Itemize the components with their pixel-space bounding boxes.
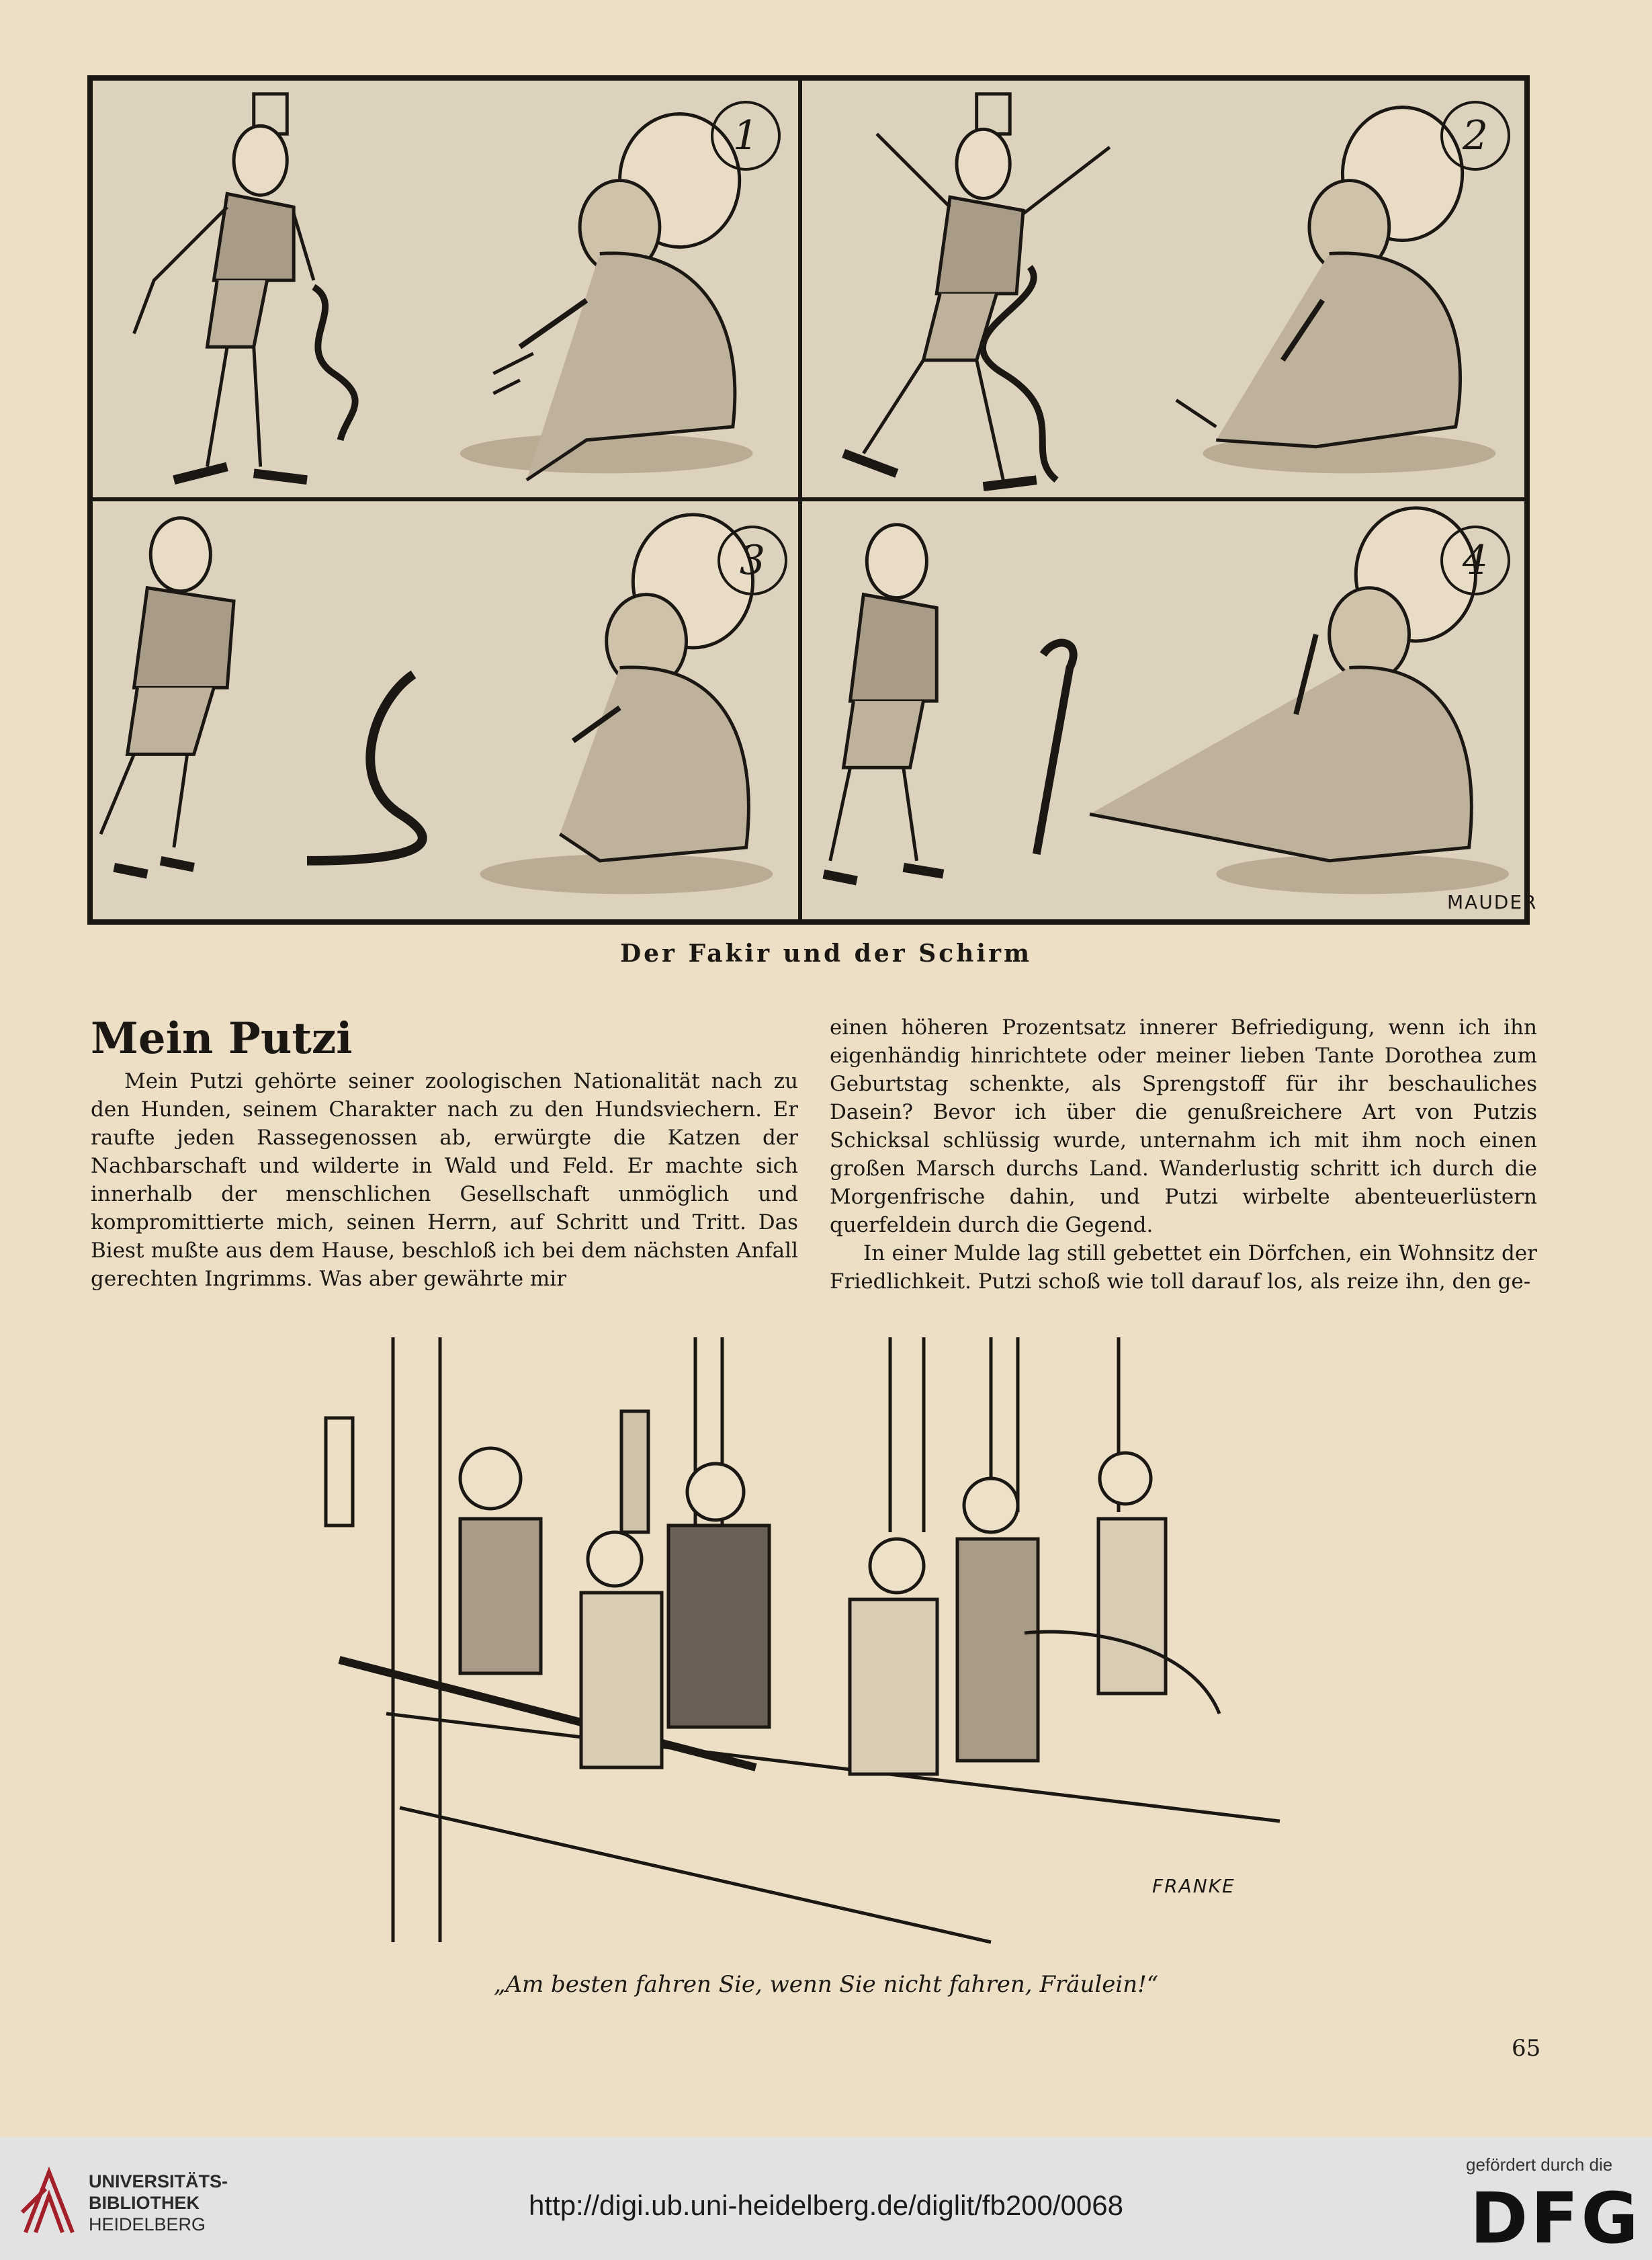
library-name-line: HEIDELBERG	[89, 2214, 206, 2234]
source-url-link[interactable]: http://digi.ub.uni-heidelberg.de/diglit/fb200/0068	[529, 2189, 1123, 2221]
sponsor-label: gefördert durch die	[1466, 2154, 1613, 2175]
panel-1-drawing	[93, 81, 798, 497]
comic-panel-1	[91, 79, 800, 499]
library-name-line: UNIVERSITÄTS-	[89, 2171, 228, 2191]
panel-3-drawing	[93, 501, 798, 919]
comic-panel-3	[91, 499, 800, 921]
panel-number-3: 3	[718, 526, 787, 595]
panel-4-drawing	[802, 501, 1524, 919]
comic-caption: Der Fakir und der Schirm	[619, 939, 1033, 968]
panel-number-1: 1	[711, 101, 781, 171]
article-paragraph: In einer Mulde lag still gebettet ein Dörfchen, ein Wohnsitz der Friedlichkeit. Putzi schoß wie toll darauf los, als reize ihn, den ge-	[830, 1241, 1537, 1294]
panel-2-drawing	[802, 81, 1524, 497]
article-title: Mein Putzi	[91, 1013, 353, 1064]
lobby-cartoon-caption: „Am besten fahren Sie, wenn Sie nicht fahren, Fräulein!“	[493, 1971, 1159, 1998]
comic-strip	[87, 75, 1538, 925]
lobby-cartoon	[319, 1337, 1287, 1942]
library-name-line: BIBLIOTHEK	[89, 2193, 200, 2213]
lobby-cartoon-drawing	[319, 1337, 1287, 1942]
panel-number-4: 4	[1440, 526, 1510, 595]
page-number: 65	[1512, 2035, 1541, 2062]
article-column-2	[830, 1013, 1537, 1296]
article-paragraph: einen höheren Prozentsatz innerer Befriedigung, wenn ich ihn eigenhändig hinrichtete oder meiner lieben Tante Dorothea zum Geburtstag schenkte, als Sprengstoff für ihr beschauliches Dasein? Bevor ich über die genußreichere Art von Putzis Schicksal schlüssig wurde, unternahm ich mit ihm noch einen großen Marsch durchs Land. Wanderlustig schritt ich durch die Morgenfrische dahin, und Putzi wirbelte abenteuerlüstern querfeldein durch die Gegend.	[830, 1015, 1537, 1237]
footer-bar	[0, 2137, 1652, 2260]
panel-number-2: 2	[1440, 101, 1510, 171]
dfg-logo[interactable]: DFG	[1470, 2177, 1641, 2259]
comic-panel-2	[800, 79, 1526, 499]
article-paragraph: Mein Putzi gehörte seiner zoologischen Nationalität nach zu den Hunden, seinem Charakter nach zu den Hundsviechern. Er raufte jeden Rassegenossen ab, erwürgte die Katzen der Nachbarschaft und wilderte in Wald und Feld. Er machte sich innerhalb der menschlichen Gesellschaft unmöglich und kompromittierte mich, seinen Herrn, auf Schritt und Tritt. Das Biest mußte aus dem Hause, beschloß ich bei dem nächsten Anfall gerechten Ingrimms. Was aber gewährte mir	[91, 1069, 798, 1291]
comic-signature: MAUDER	[1447, 891, 1538, 913]
article-column-1	[91, 1067, 798, 1293]
comic-panel-4	[800, 499, 1538, 921]
lobby-cartoon-signature: FRANKE	[1152, 1875, 1235, 1897]
